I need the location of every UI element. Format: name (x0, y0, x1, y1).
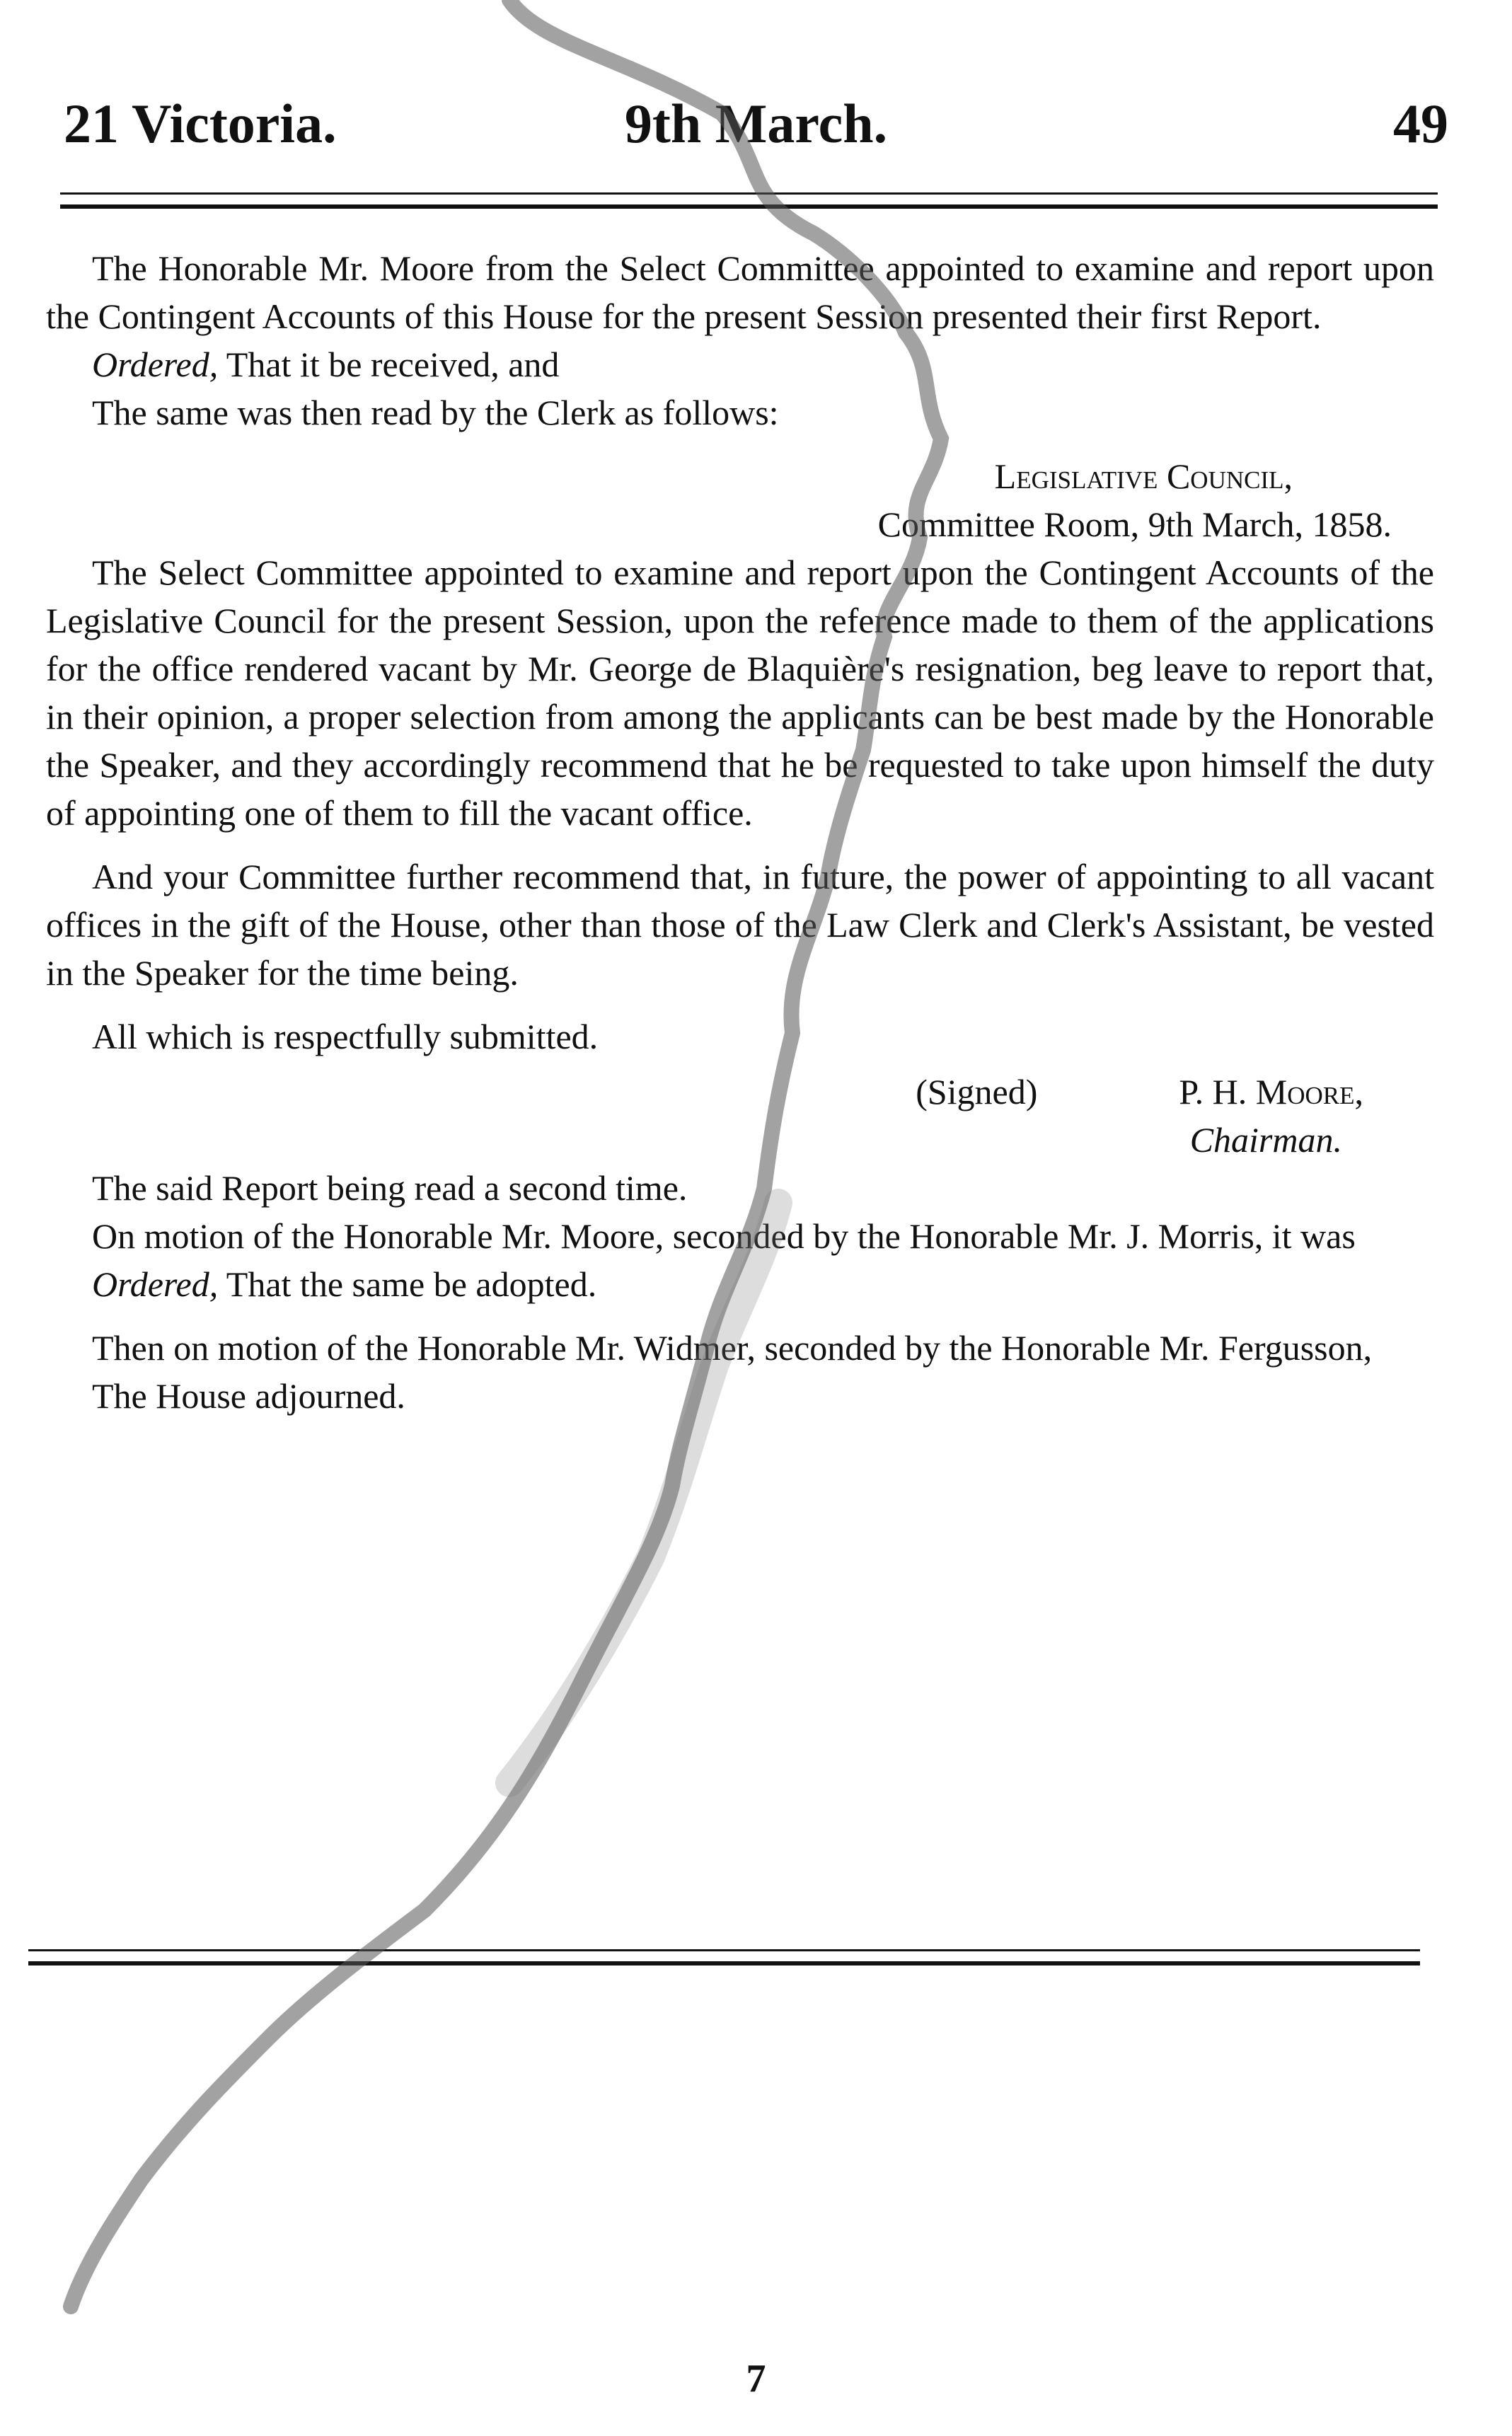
ordered-text: That it be received, and (218, 345, 560, 384)
ordered-label: Ordered, (92, 345, 219, 384)
page-number: 49 (1393, 93, 1448, 154)
signature-mark: 7 (746, 2357, 766, 2401)
paragraph-motion-adjourn: Then on motion of the Honorable Mr. Widmer, seconded by the Honorable Mr. Fergusson, (92, 1328, 1373, 1368)
address-line-room: Committee Room, 9th March, 1858. (877, 504, 1392, 544)
paragraph-committee-report: The Select Committee appointed to examine and report upon the Contingent Accounts of the Legislative Council for the present Session, upon the reference made to them of the applications for the office rendered vacant by Mr. George de Blaquière's resignation, beg leave to report that, in their opinion, a proper selection from among the applicants can be best made by the Honorable the Speaker, and they accordingly recommend that he be requested to take upon himself the duty of appointing one of them to fill the vacant office. (46, 553, 1434, 833)
paragraph-submitted: All which is respectfully submitted. (92, 1017, 599, 1056)
address-line-council: Legislative Council, (994, 456, 1293, 496)
header-date: 9th March. (624, 93, 888, 154)
footer-rule (28, 1949, 1420, 1965)
ordered-text-2: That the same be adopted. (218, 1264, 597, 1304)
paragraph-report-presented: The Honorable Mr. Moore from the Select Committee appointed to examine and report upon the Contingent Accounts of this House for the present Session presented their first Report. (46, 248, 1434, 336)
page-header (64, 78, 1448, 156)
paragraph-ordered-adopted (46, 1260, 1434, 1308)
paragraph-further-recommend: And your Committee further recommend that, in future, the power of appointing to all vacant offices in the gift of the House, other than those of the Law Clerk and Clerk's Assistant, be vested in the Speaker for the time being. (46, 857, 1434, 993)
paragraph-ordered-received (46, 340, 1434, 388)
paragraph-second-reading: The said Report being read a second time. (92, 1168, 688, 1208)
journal-body (46, 244, 1434, 1420)
paragraph-adjourned: The House adjourned. (92, 1376, 405, 1416)
signature-block (46, 1068, 1434, 1116)
paragraph-read-by-clerk: The same was then read by the Clerk as follows: (92, 393, 779, 432)
regnal-year: 21 Victoria. (64, 93, 337, 154)
header-rule (60, 192, 1438, 209)
ordered-label-2: Ordered, (92, 1264, 219, 1304)
signer-name: P. H. Moore, (1179, 1072, 1363, 1112)
signer-title: Chairman. (1189, 1120, 1342, 1160)
signed-label: (Signed) (916, 1072, 1038, 1112)
paragraph-motion-adopt: On motion of the Honorable Mr. Moore, seconded by the Honorable Mr. J. Morris, it was (92, 1216, 1356, 1256)
